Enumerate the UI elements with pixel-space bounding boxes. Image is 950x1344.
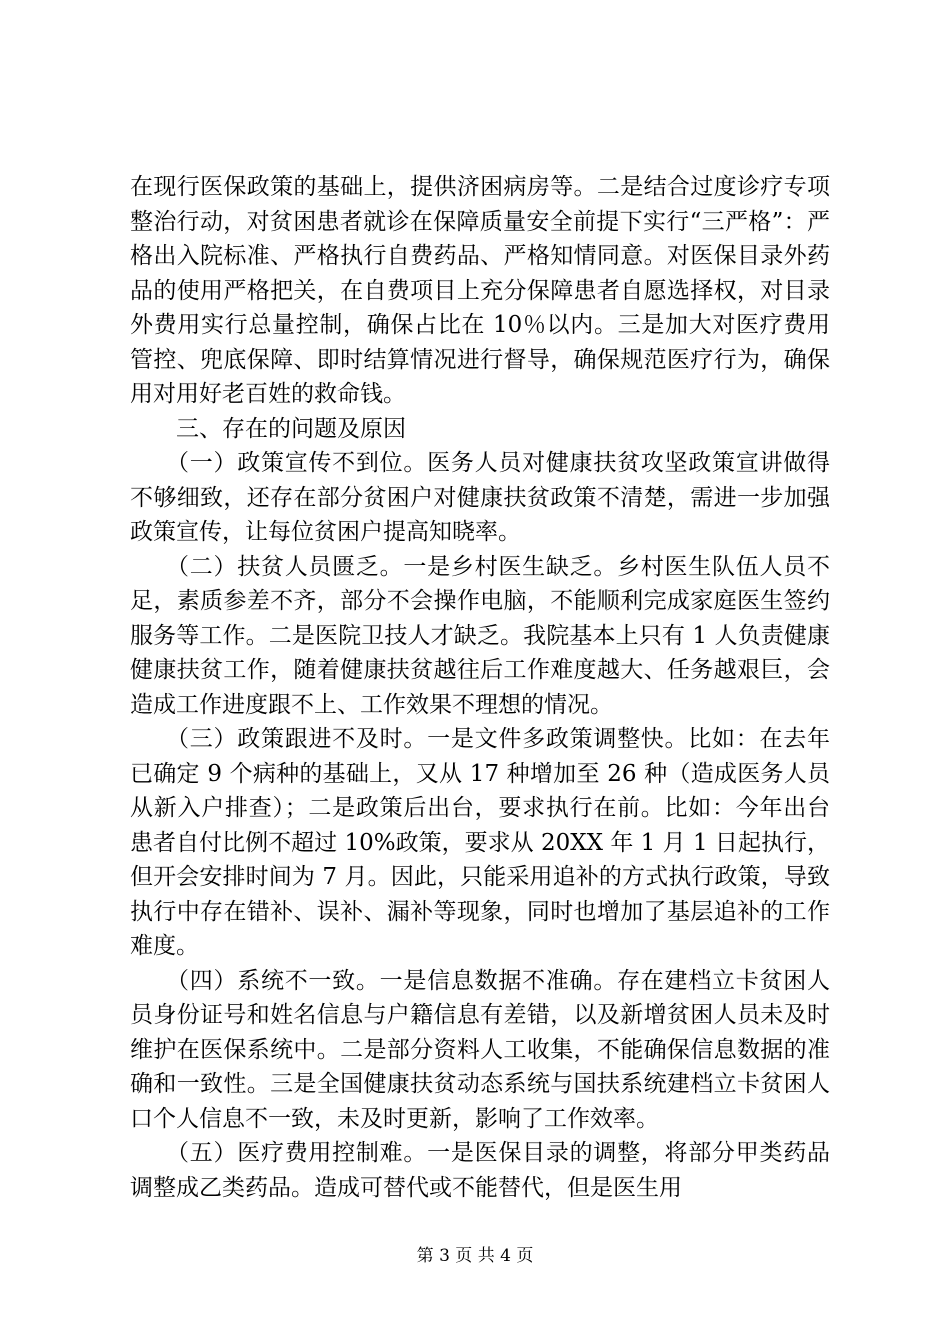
paragraph-continuation: 在现行医保政策的基础上，提供济困病房等。二是结合过度诊疗专项整治行动，对贫困患者就诊在保障质量安全前提下实行“三严格”：严格出入院标准、严格执行自费药品、严格知情同意。对医保目录外药品的使用严格把关，在自费项目上充分保障患者自愿选择权，对目录外费用实行总量控制，确保占比在 10％以内。三是加大对医疗费用管控、兜底保障、即时结算情况进行督导，确保规范医疗行为，确保用对用好老百姓的救命钱。 [130, 174, 830, 407]
paragraph-policy-followup: （三）政策跟进不及时。一是文件多政策调整快。比如：在去年已确定 9 个病种的基础上，又从 17 种增加至 26 种（造成医务人员从新入户排查）；二是政策后出台，要求执行在前。比如：今年出台患者自付比例不超过 10%政策，要求从 20XX 年 1 月 1 日起执行，但开会安排时间为 7 月。因此，只能采用追补的方式执行政策，导致执行中存在错补、误补、漏补等现象，同时也增加了基层追补的工作难度。 [130, 726, 830, 959]
document-body [130, 170, 830, 1205]
section-heading: 三、存在的问题及原因 [176, 415, 406, 442]
paragraph-cost-control: （五）医疗费用控制难。一是医保目录的调整，将部分甲类药品调整成乙类药品。造成可替代或不能替代，但是医生用 [130, 1140, 830, 1201]
paragraph-system-inconsistency: （四）系统不一致。一是信息数据不准确。存在建档立卡贫困人员身份证号和姓名信息与户籍信息有差错，以及新增贫困人员未及时维护在医保系统中。二是部分资料人工收集，不能确保信息数据的准确和一致性。三是全国健康扶贫动态系统与国扶系统建档立卡贫困人口个人信息不一致，未及时更新，影响了工作效率。 [130, 967, 830, 1132]
paragraph-policy-publicity: （一）政策宣传不到位。医务人员对健康扶贫攻坚政策宣讲做得不够细致，还存在部分贫困户对健康扶贫政策不清楚，需进一步加强政策宣传，让每位贫困户提高知晓率。 [130, 450, 830, 545]
paragraph-staff-shortage: （二）扶贫人员匮乏。一是乡村医生缺乏。乡村医生队伍人员不足，素质参差不齐，部分不会操作电脑，不能顺利完成家庭医生签约服务等工作。二是医院卫技人才缺乏。我院基本上只有 1 人负责健康健康扶贫工作，随着健康扶贫越往后工作难度越大、任务越艰巨，会造成工作进度跟不上、工作效果不理想的情况。 [130, 553, 830, 718]
page-footer: 第 3 页 共 4 页 [416, 1246, 534, 1266]
